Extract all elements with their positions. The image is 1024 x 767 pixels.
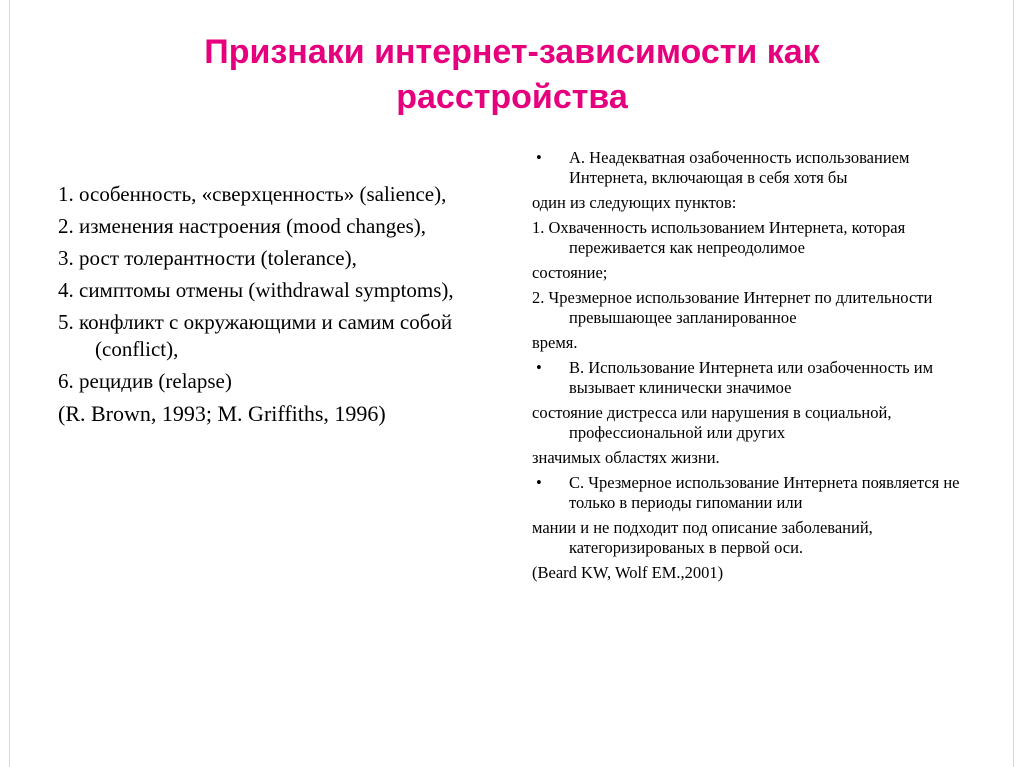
criterion-a-point-2: 2. Чрезмерное использование Интернет по длительности превышающее запланированное xyxy=(532,288,933,327)
criterion-c-text: . Чрезмерное использование Интернета появляется не только в периоды гипомании или xyxy=(569,473,960,512)
left-column-list xyxy=(58,181,488,432)
slide-title-line-2: расстройства xyxy=(396,78,628,116)
list-item: 2. изменения настроения (mood changes), xyxy=(58,214,427,238)
bullet-icon: • xyxy=(536,358,542,377)
bullet-icon: • xyxy=(536,148,542,167)
right-citation: (Beard KW, Wolf EM.,2001) xyxy=(532,563,724,582)
list-item: 3. рост толерантности (tolerance), xyxy=(58,246,357,270)
criterion-b-continuation-2: значимых областях жизни. xyxy=(532,448,720,467)
criterion-b-letter: В xyxy=(569,358,581,377)
criterion-c-continuation: мании и не подходит под описание заболеваний, категоризированых в первой оси. xyxy=(532,518,873,557)
criterion-a-letter: А xyxy=(569,148,581,167)
slide-title xyxy=(60,30,964,120)
list-item: 4. симптомы отмены (withdrawal symptoms), xyxy=(58,278,454,302)
criterion-b xyxy=(532,358,972,398)
list-item: 5. конфликт с окружающими и самим собой (conflict), xyxy=(58,310,453,361)
criterion-a xyxy=(532,148,972,188)
criterion-a-continuation: один из следующих пунктов: xyxy=(532,193,737,212)
criterion-c-letter: С xyxy=(569,473,581,492)
list-item: 1. особенность, «сверхценность» (salience), xyxy=(58,182,447,206)
right-column-criteria xyxy=(532,148,972,588)
criterion-b-continuation: состояние дистресса или нарушения в социальной, профессиональной или других xyxy=(532,403,892,442)
list-item: 6. рецидив (relapse) xyxy=(58,369,232,393)
criterion-a-point-2-continuation: время. xyxy=(532,333,578,352)
criterion-c xyxy=(532,473,972,513)
left-citation: (R. Brown, 1993; M. Griffiths, 1996) xyxy=(58,401,386,426)
criterion-b-text: . Использование Интернета или озабоченность им вызывает клинически значимое xyxy=(569,358,934,397)
bullet-icon: • xyxy=(536,473,542,492)
slide-title-line-1: Признаки интернет-зависимости как xyxy=(204,33,820,71)
criterion-a-text: . Неадекватная озабоченность использованием Интернета, включающая в себя хотя бы xyxy=(569,148,910,187)
criterion-a-point-1-continuation: состояние; xyxy=(532,263,608,282)
criterion-a-point-1: 1. Охваченность использованием Интернета, которая переживается как непреодолимое xyxy=(532,218,906,257)
